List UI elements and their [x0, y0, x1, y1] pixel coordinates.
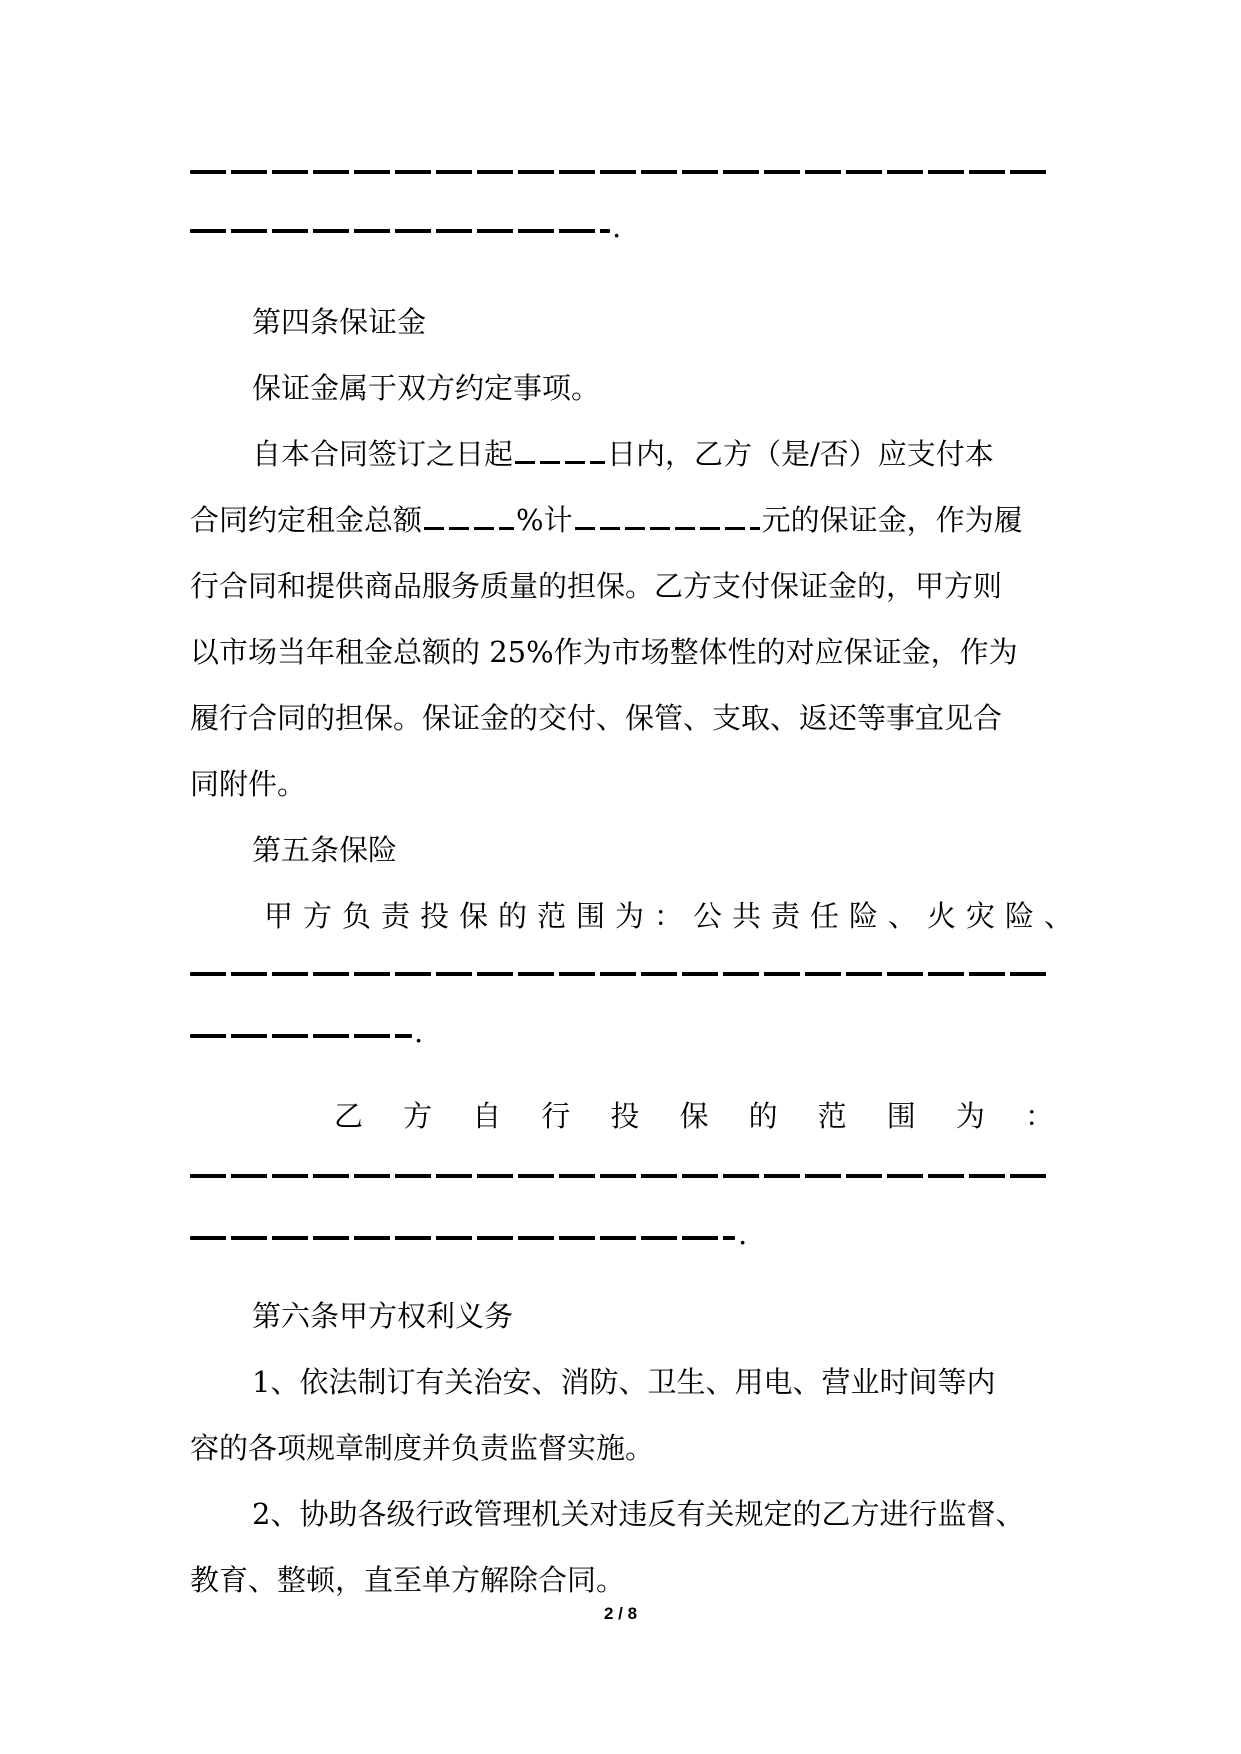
char: 为: [955, 1099, 985, 1133]
period: .: [414, 1015, 424, 1049]
article-4-paragraph-line: 行合同和提供商品服务质量的担保。乙方支付保证金的，甲方则: [190, 569, 1003, 603]
article-4-paragraph-line: 履行合同的担保。保证金的交付、保管、支取、返还等事宜见合: [190, 701, 1003, 735]
fill-in-blank-line: [190, 229, 610, 233]
text-span: %计: [516, 503, 573, 537]
article-5-paragraph-justified: [334, 1096, 1054, 1136]
page-number: 2 / 8: [603, 1604, 638, 1623]
char: 保: [679, 1099, 709, 1133]
article-5-paragraph: 甲方负责投保的范围为：公共责任险、火灾险、: [264, 899, 1084, 933]
article-4-paragraph-line: [252, 434, 1112, 474]
fill-in-blank: [575, 527, 760, 530]
period: .: [738, 1217, 748, 1251]
text-span: 自本合同签订之日起: [252, 437, 514, 471]
article-4-title: 第四条保证金: [252, 305, 427, 339]
fill-in-blank: [424, 527, 514, 530]
char: 行: [541, 1099, 571, 1133]
fill-in-blank-line: [190, 170, 1050, 174]
fill-in-blank: [515, 461, 605, 464]
char: 自: [472, 1099, 502, 1133]
article-4-paragraph-line: 同附件。: [190, 767, 307, 801]
char: 投: [610, 1099, 640, 1133]
article-6-item-2-line: 教育、整顿，直至单方解除合同。: [190, 1563, 626, 1597]
char: 方: [403, 1099, 433, 1133]
text-span: 日内，乙方（是/否）应支付本: [607, 437, 994, 471]
text-span: 元的保证金，作为履: [761, 503, 1023, 537]
fill-in-blank-line: [190, 1034, 412, 1038]
article-4-paragraph: 保证金属于双方约定事项。: [252, 371, 601, 405]
article-4-paragraph-line: [190, 500, 1050, 540]
char: ：: [1024, 1099, 1054, 1133]
article-6-item-2-line: 2、协助各级行政管理机关对违反有关规定的乙方进行监督、: [252, 1497, 1025, 1531]
char: 范: [817, 1099, 847, 1133]
article-6-item-1-line: 1、依法制订有关治安、消防、卫生、用电、营业时间等内: [252, 1365, 996, 1399]
char: 的: [748, 1099, 778, 1133]
article-6-item-1-line: 容的各项规章制度并负责监督实施。: [190, 1431, 655, 1465]
fill-in-blank-line: [190, 972, 1050, 976]
char: 乙: [334, 1099, 364, 1133]
article-6-title: 第六条甲方权利义务: [252, 1299, 514, 1333]
article-4-paragraph-line: 以市场当年租金总额的 25%作为市场整体性的对应保证金，作为: [190, 635, 1018, 669]
char: 围: [886, 1099, 916, 1133]
fill-in-blank-line: [190, 1236, 735, 1240]
fill-in-blank-line: [190, 1174, 1050, 1178]
period: .: [612, 210, 622, 244]
text-span: 合同约定租金总额: [190, 503, 423, 537]
article-5-title: 第五条保险: [252, 833, 398, 867]
